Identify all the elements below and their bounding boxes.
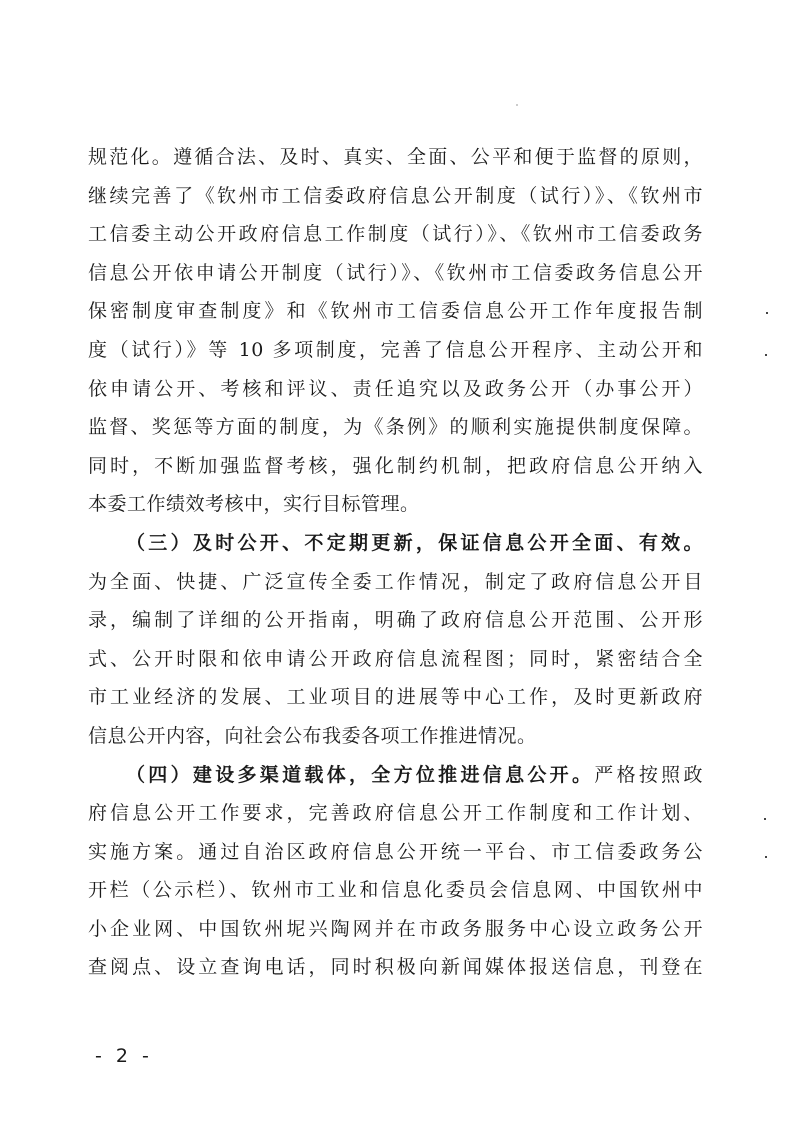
text-line: 实施方案。通过自治区政府信息公开统一平台、市工信委政务公 [88,840,703,863]
text-line: 依申请公开、考核和评议、责任追究以及政务公开（办事公开） [88,377,703,400]
text-line: 为全面、快捷、广泛宣传全委工作情况，制定了政府信息公开目 [88,570,703,593]
scan-speck [764,818,766,820]
text-line: 式、公开时限和依申请公开政府信息流程图；同时，紧密结合全 [88,647,703,670]
text-line: 度（试行）》等 10 多项制度，完善了信息公开程序、主动公开和 [88,338,703,361]
scan-speck [516,104,518,106]
text-line: 规范化。遵循合法、及时、真实、全面、公平和便于监督的原则， [88,146,703,168]
text-line: 监督、奖惩等方面的制度，为《条例》的顺利实施提供制度保障。 [88,416,703,439]
page-number: - 2 - [95,1045,153,1067]
section-heading-3: （三）及时公开、不定期更新，保证信息公开全面、有效。 [126,531,703,554]
text-line: 同时，不断加强监督考核，强化制约机制，把政府信息公开纳入 [88,454,703,477]
text-line: 查阅点、设立查询电话，同时积极向新闻媒体报送信息，刊登在 [88,956,703,979]
text-line: 信息公开依申请公开制度（试行）》、《钦州市工信委政务信息公开 [88,261,703,284]
scan-speck [766,312,768,314]
heading-line-rest: 严格按照政 [594,763,703,786]
text-line: 开栏（公示栏）、钦州市工业和信息化委员会信息网、中国钦州中 [88,879,703,902]
text-line: 继续完善了《钦州市工信委政府信息公开制度（试行）》、《钦州市 [88,184,703,207]
paragraph-1 [88,138,703,524]
paragraph-3 [88,756,703,988]
text-line: 本委工作绩效考核中，实行目标管理。 [88,493,420,516]
text-line: 小企业网、中国钦州坭兴陶网并在市政务服务中心设立政务公开 [88,917,703,940]
paragraph-2 [88,524,703,756]
body-text [88,138,703,987]
section-heading-4: （四）建设多渠道载体，全方位推进信息公开。 [126,763,595,786]
text-line: 府信息公开工作要求，完善政府信息公开工作制度和工作计划、 [88,802,703,825]
text-line: 信息公开内容，向社会公布我委各项工作推进情况。 [88,724,537,747]
text-line: 保密制度审查制度》和《钦州市工信委信息公开工作年度报告制 [88,300,703,323]
text-line [88,756,703,795]
scan-speck [765,354,767,356]
text-line: 录，编制了详细的公开指南，明确了政府信息公开范围、公开形 [88,609,703,632]
text-line: 市工业经济的发展、工业项目的进展等中心工作，及时更新政府 [88,686,703,709]
scan-speck [765,856,767,858]
text-line: 工信委主动公开政府信息工作制度（试行）》、《钦州市工信委政务 [88,223,703,246]
